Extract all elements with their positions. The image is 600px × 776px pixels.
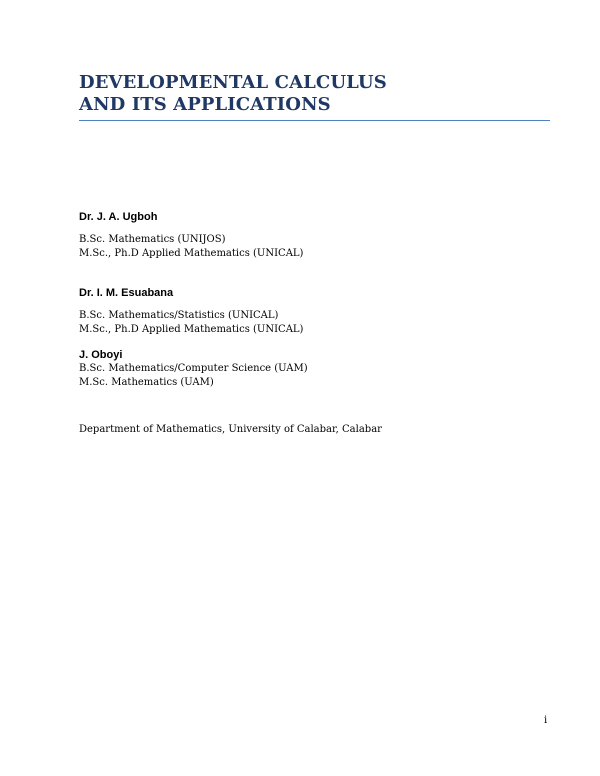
author-block (79, 286, 303, 337)
credential-line: B.Sc. Mathematics (UNIJOS) (79, 234, 226, 245)
title-line-2: AND ITS APPLICATIONS (79, 94, 331, 115)
department-affiliation: Department of Mathematics, University of Calabar, Calabar (79, 424, 382, 435)
page-number: i (544, 715, 548, 726)
author-name: Dr. I. M. Esuabana (79, 287, 174, 299)
author-credentials (79, 309, 303, 337)
author-block (79, 348, 308, 390)
author-credentials (79, 362, 308, 390)
author-name: Dr. J. A. Ugboh (79, 211, 158, 223)
author-block (79, 210, 303, 261)
credential-line: M.Sc. Mathematics (UAM) (79, 377, 214, 388)
credential-line: B.Sc. Mathematics/Computer Science (UAM) (79, 363, 308, 374)
author-name: J. Oboyi (79, 349, 123, 361)
credential-line: M.Sc., Ph.D Applied Mathematics (UNICAL) (79, 248, 304, 259)
document-title (79, 72, 550, 116)
author-credentials (79, 233, 303, 261)
title-line-1: DEVELOPMENTAL CALCULUS (79, 72, 387, 93)
credential-line: B.Sc. Mathematics/Statistics (UNICAL) (79, 310, 279, 321)
title-underline-rule (79, 120, 550, 121)
credential-line: M.Sc., Ph.D Applied Mathematics (UNICAL) (79, 324, 304, 335)
